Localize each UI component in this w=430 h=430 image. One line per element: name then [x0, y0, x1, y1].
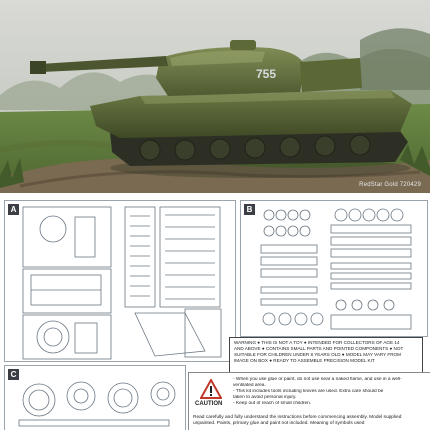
caution-text: [233, 377, 427, 407]
sprue-c-panel: [4, 365, 186, 430]
caution-line: - This kit includes tools including knives are used. Extra care should be: [233, 389, 384, 395]
warning-line: SUITABLE FOR CHILDREN UNDER 8 YEARS OLD ● MODEL MAY VARY FROM: [234, 352, 401, 358]
caution-line: - Keep out of reach of small children.: [233, 401, 312, 407]
caution-line: - When you use glue or paint, do not use near a naked flame, and use in a well-: [233, 377, 402, 382]
tank-photo: [0, 0, 430, 193]
sprue-b-label: B: [244, 204, 255, 215]
sprue-c-label: C: [8, 369, 19, 380]
sprue-a-label: A: [8, 204, 19, 215]
assembly-note-line: unpainted. Paints, primary glue and paint not included. Meaning of symbols used: [193, 421, 365, 426]
assembly-note-line: Read carefully and fully understand the instructions before commencing assembly. Model supplied: [193, 415, 402, 420]
warning-triangle-icon: [200, 379, 222, 399]
warning-line: IMAGE ON BOX ● READY TO ASSEMBLE PRECISION MODEL KIT: [234, 358, 375, 364]
photo-credit: RedStar Gold 720429: [359, 182, 421, 188]
warning-line: WARNING ● THIS IS NOT A TOY ● INTENDED FOR COLLECTORS OF AGE 14: [234, 340, 400, 345]
caution-box: [188, 372, 430, 430]
sprue-a-panel: [4, 200, 236, 362]
assembly-note: [193, 415, 427, 427]
caution-line: taken to avoid personal injury.: [233, 395, 297, 401]
warning-line: AND ABOVE ● CONTAINS SMALL PARTS AND POINTED COMPONENTS ● NOT: [234, 346, 404, 352]
caution-line: ventilated area.: [233, 383, 266, 389]
sprue-b-panel: [240, 200, 428, 337]
hull-number: 755: [256, 67, 277, 81]
caution-heading: CAUTION: [195, 401, 223, 407]
